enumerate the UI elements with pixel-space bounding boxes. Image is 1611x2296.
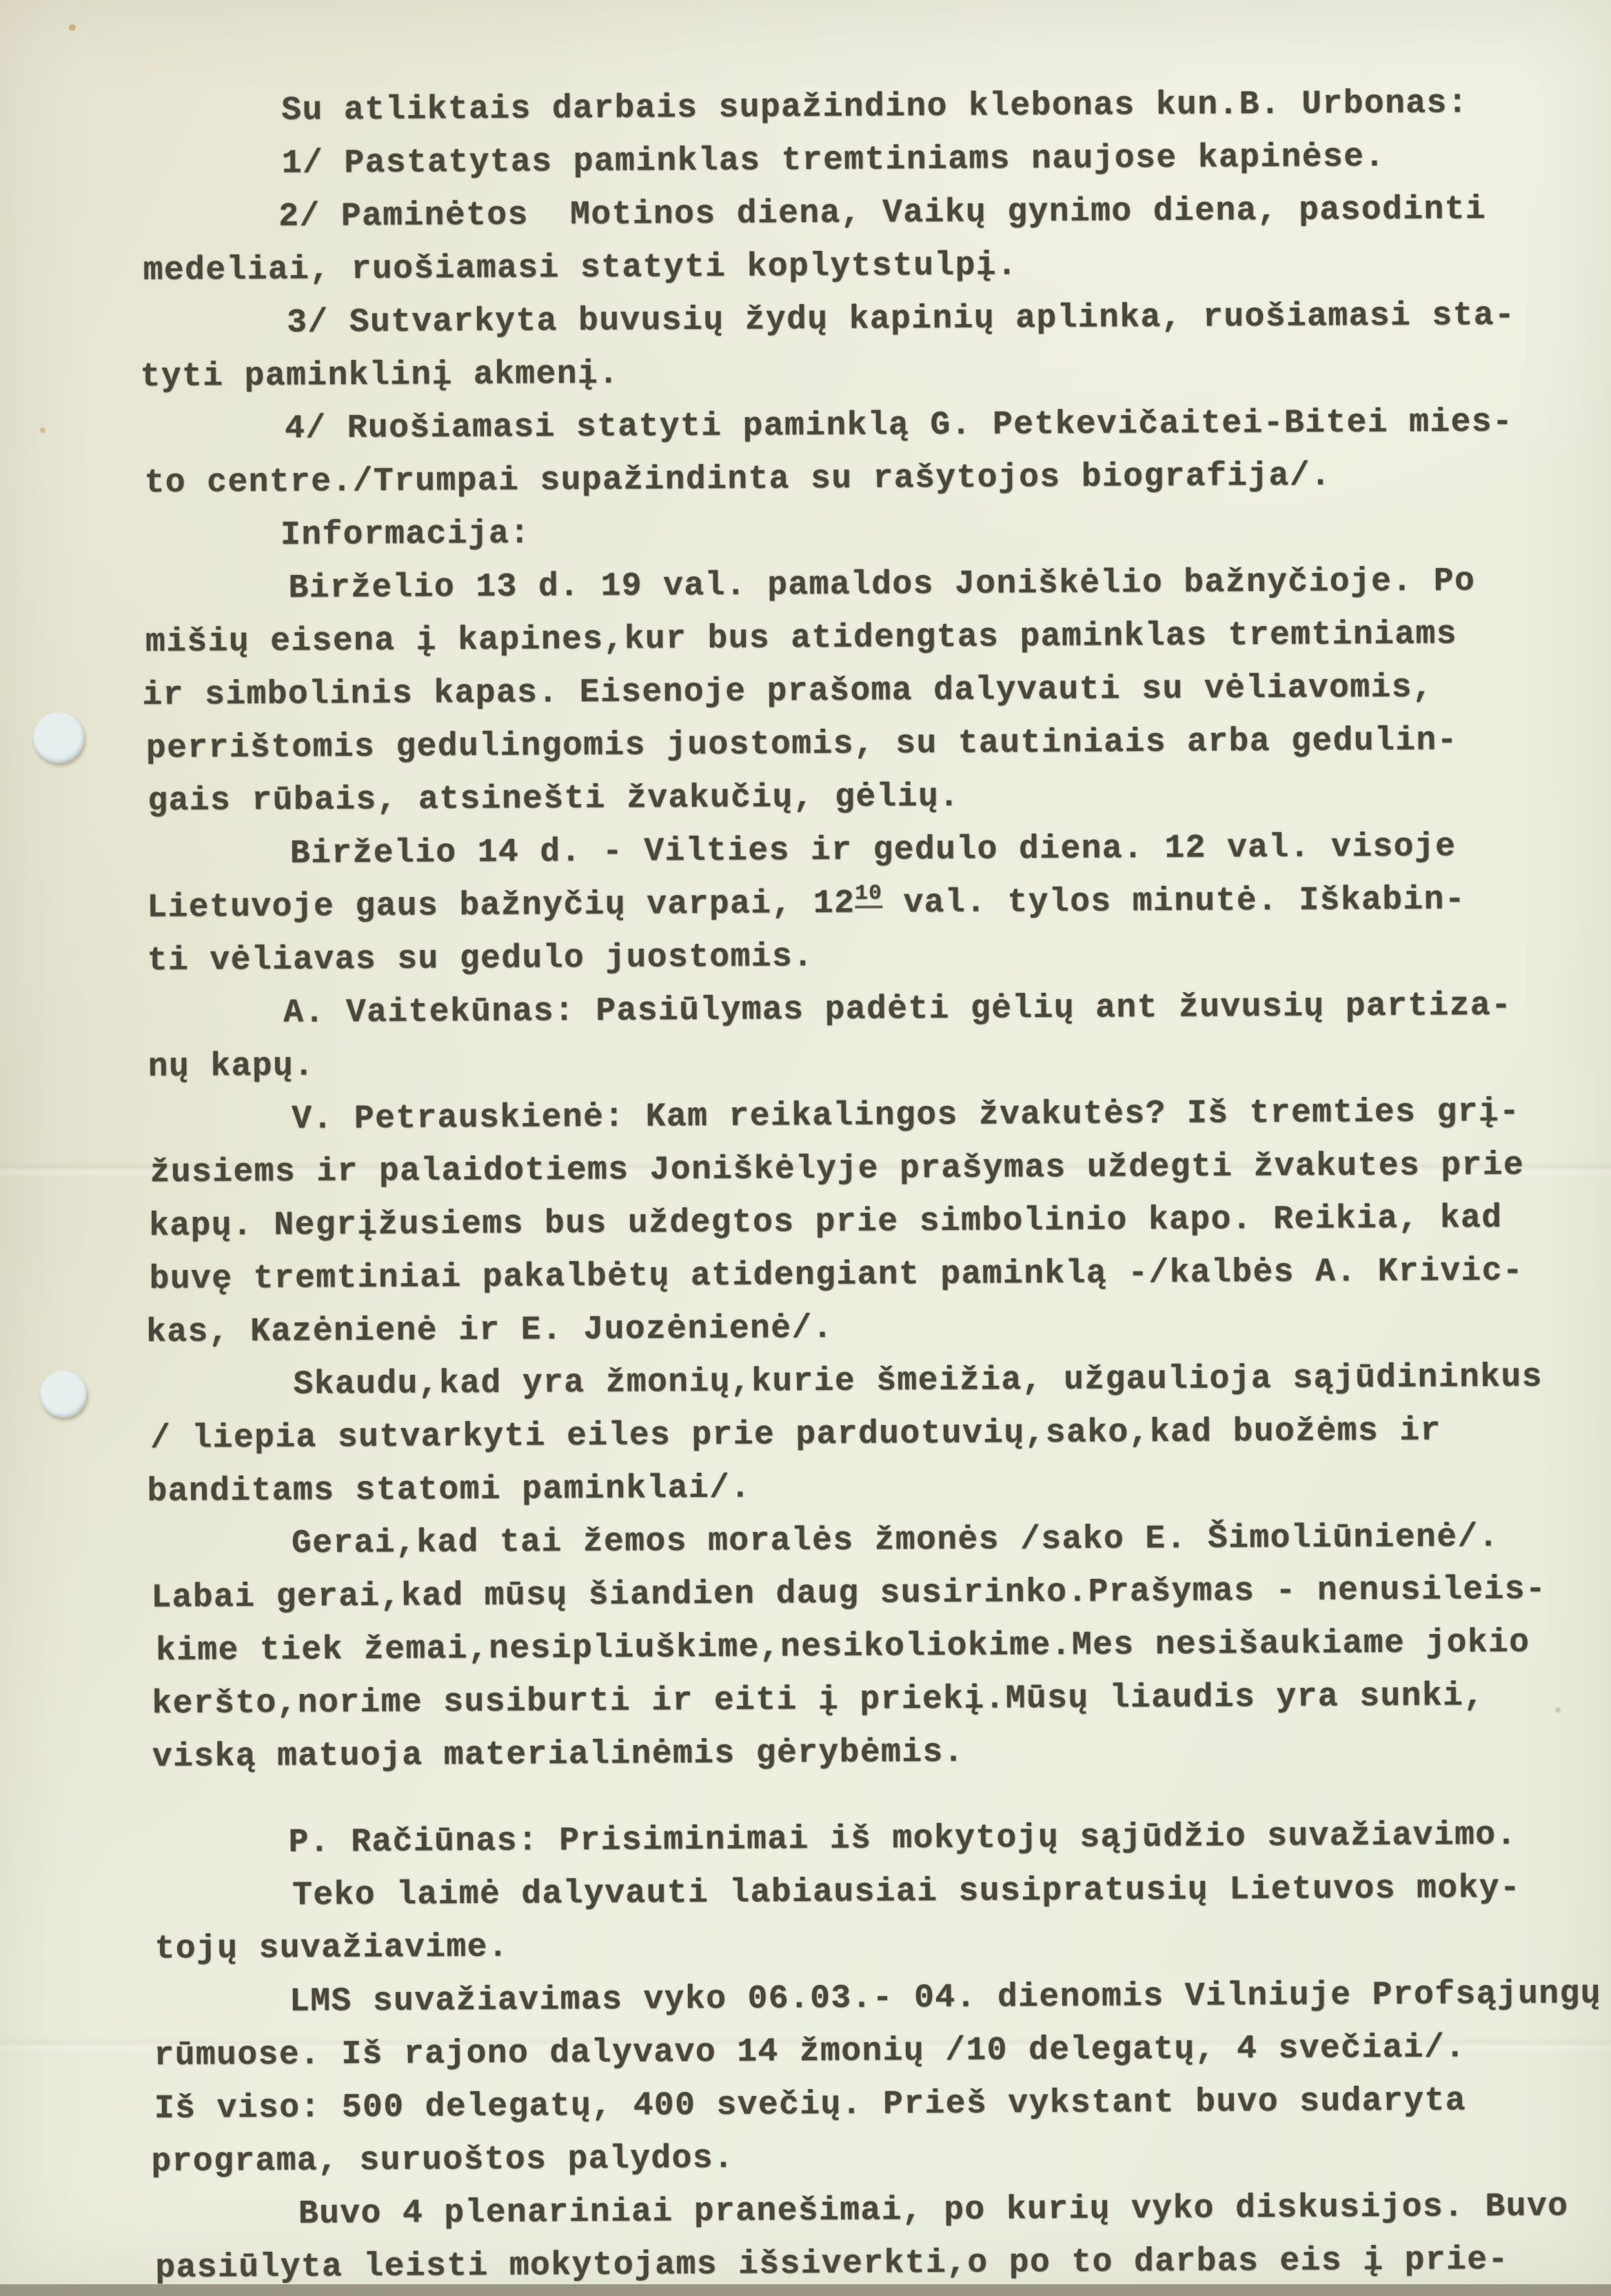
typewritten-line: Skaudu,kad yra žmonių,kurie šmeižia, užgaulioja sąjūdininkus bbox=[12, 1351, 1611, 1413]
typewritten-line: kapų. Negrįžusiems bus uždegtos prie simbolinio kapo. Reikia, kad bbox=[7, 1191, 1611, 1254]
typewritten-line: žusiems ir palaidotiems Joniškėlyje prašymas uždegti žvakutes prie bbox=[8, 1139, 1611, 1201]
typewritten-line: rūmuose. Iš rajono dalyvavo 14 žmonių /10 delegatų, 4 svečiai/. bbox=[12, 2021, 1611, 2084]
paper-speck bbox=[69, 24, 76, 31]
typewritten-line: medeliai, ruošiamasi statyti koplytstulpį. bbox=[1, 236, 1611, 299]
typewritten-line: gais rūbais, atsinešti žvakučių, gėlių. bbox=[6, 767, 1611, 829]
typewritten-line: buvę tremtiniai pakalbėtų atidengiant paminklą -/kalbės A. Krivic- bbox=[7, 1245, 1611, 1307]
typewritten-line bbox=[5, 873, 1611, 936]
typewritten-line: keršto,norime susiburti ir eiti į priekį.Mūsų liaudis yra sunki, bbox=[10, 1669, 1611, 1732]
typewritten-line: / liepia sutvarkyti eiles prie parduotuvių,sako,kad buožėms ir bbox=[8, 1404, 1611, 1467]
typewritten-line: nų kapų. bbox=[6, 1032, 1611, 1095]
typewritten-line: Informacija: bbox=[0, 501, 1610, 564]
typewritten-line: 4/ Ruošiamasi statyti paminklą G. Petkevičaitei-Bitei mies- bbox=[3, 396, 1611, 458]
typewritten-line: programa, suruoštos palydos. bbox=[9, 2127, 1611, 2190]
paper-speck bbox=[1555, 1707, 1561, 1713]
typewritten-line: viską matuoja materialinėmis gėrybėmis. bbox=[10, 1722, 1611, 1785]
typewritten-line: mišių eisena į kapines,kur bus atidengtas paminklas tremtiniams bbox=[3, 607, 1611, 670]
typewritten-line: 3/ Sutvarkyta buvusių žydų kapinių aplinka, ruošiamasi sta- bbox=[6, 289, 1611, 352]
typewritten-line: Birželio 13 d. 19 val. pamaldos Joniškėlio bažnyčioje. Po bbox=[7, 554, 1611, 617]
punch-hole bbox=[33, 712, 84, 763]
punch-hole bbox=[40, 1371, 87, 1418]
typewritten-line: to centre./Trumpai supažindinta su rašytojos biografija/. bbox=[2, 448, 1611, 511]
superscript-time: 10 bbox=[855, 883, 882, 908]
typewritten-text-block bbox=[0, 77, 1611, 2296]
line-segment: val. tylos minutė. Iškabin- bbox=[882, 881, 1466, 922]
typewritten-line: Labai gerai,kad mūsų šiandien daug susirinko.Prašymas - nenusileis- bbox=[9, 1563, 1611, 1626]
typewritten-line: ti vėliavas su gedulo juostomis. bbox=[6, 926, 1611, 989]
typewritten-line: Gerai,kad tai žemos moralės žmonės /sako E. Šimoliūnienė/. bbox=[10, 1511, 1611, 1573]
typewritten-line: ir simbolinis kapas. Eisenoje prašoma dalyvauti su vėliavomis, bbox=[0, 661, 1611, 723]
typewritten-line: Su atliktais darbais supažindino klebonas kun.B. Urbonas: bbox=[0, 77, 1611, 139]
typewritten-line: 2/ Paminėtos Motinos diena, Vaikų gynimo diena, pasodinti bbox=[0, 183, 1608, 245]
typewritten-line: perrištomis gedulingomis juostomis, su tautiniais arba gedulin- bbox=[4, 714, 1611, 776]
typewritten-line: A. Vaitekūnas: Pasiūlymas padėti gėlių ant žuvusių partiza- bbox=[2, 979, 1611, 1042]
typewritten-line: Iš viso: 500 delegatų, 400 svečių. Prieš vykstant buvo sudaryta bbox=[12, 2074, 1611, 2137]
paper-speck bbox=[40, 427, 45, 433]
typewritten-line: Buvo 4 plenariniai pranešimai, po kurių vyko diskusijos. Buvo bbox=[17, 2180, 1611, 2243]
typewritten-line: Teko laimė dalyvauti labiausiai susipratusių Lietuvos moky- bbox=[11, 1862, 1611, 1924]
typewritten-line: 1/ Pastatytas paminklas tremtiniams naujose kapinėse. bbox=[0, 130, 1611, 192]
typewritten-line: V. Petrauskienė: Kam reikalingos žvakutės? Iš tremties grį- bbox=[10, 1085, 1611, 1148]
typewritten-line: P. Račiūnas: Prisiminimai iš mokytojų sąjūdžio suvažiavimo. bbox=[7, 1809, 1611, 1871]
line-segment: Lietuvoje gaus bažnyčių varpai, 12 bbox=[147, 885, 855, 927]
typewritten-line: Birželio 14 d. - Vilties ir gedulo diena. 12 val. visoje bbox=[9, 820, 1611, 883]
typewritten-line: kime tiek žemai,nesipliuškime,nesikoliokime.Mes nesišaukiame jokio bbox=[14, 1616, 1611, 1679]
typewritten-line: pasiūlyta leisti mokytojams išsiverkti,o po to darbas eis į prie- bbox=[13, 2233, 1611, 2296]
typewritten-line: tyti paminklinį akmenį. bbox=[0, 342, 1610, 405]
typewritten-line: kas, Kazėnienė ir E. Juozėnienė/. bbox=[4, 1298, 1611, 1360]
typewritten-line: LMS suvažiavimas vyko 06.03.- 04. dienomis Vilniuje Profsąjungų bbox=[8, 1968, 1611, 2031]
typewritten-line: tojų suvažiavime. bbox=[12, 1915, 1611, 1977]
typewritten-line: banditams statomi paminklai/. bbox=[5, 1457, 1611, 1520]
